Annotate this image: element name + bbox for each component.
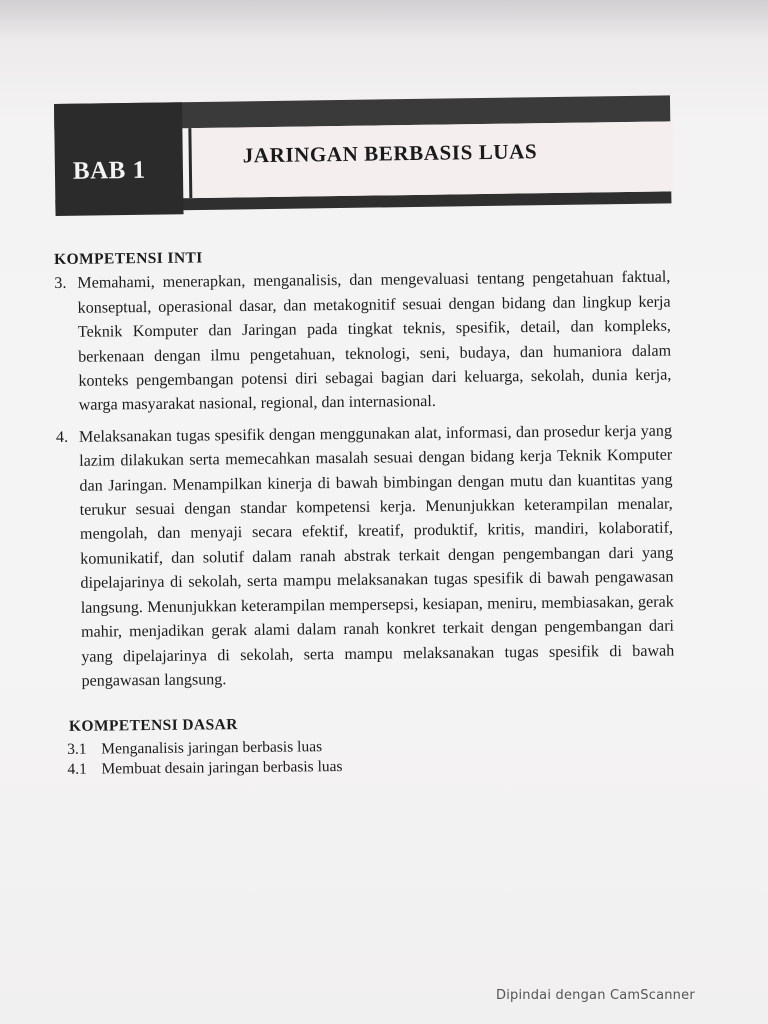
- item-number: 3.1: [67, 740, 87, 758]
- kompetensi-dasar-heading: KOMPETENSI DASAR: [68, 716, 238, 736]
- chapter-title: JARINGAN BERBASIS LUAS: [242, 139, 538, 168]
- kompetensi-dasar-list: [59, 733, 675, 779]
- kompetensi-inti-list: [54, 266, 674, 694]
- scanner-watermark: Dipindai dengan CamScanner: [496, 988, 695, 1003]
- item-number: 4.: [55, 428, 69, 446]
- item-text: Memahami, menerapkan, menganalisis, dan mengevaluasi tentang pengetahuan faktual, konseptual, operasional dasar, dan metakognitif sesuai dengan bidang dan lingkup kerja Teknik Komputer dan Jaringan pada tingkat teknis, spesifik, detail, dan kompleks, berkenaan dengan ilmu pengetahuan, teknologi, seni, budaya, dan humaniora dalam konteks pengembangan potensi diri sebagai bagian dari keluarga, sekolah, dunia kerja, warga masyarakat nasional, regional, dan internasional.: [77, 268, 672, 415]
- item-text: Menganalisis jaringan berbasis luas: [101, 737, 323, 758]
- page-edge-shadow: [0, 0, 768, 40]
- item-text: Membuat desain jaringan berbasis luas: [101, 757, 343, 778]
- item-number: 4.1: [67, 760, 87, 778]
- chapter-label-box: [54, 102, 184, 216]
- kompetensi-inti-item: [56, 419, 675, 694]
- chapter-banner: [54, 95, 672, 220]
- chapter-label: BAB 1: [72, 156, 146, 185]
- item-text: Melaksanakan tugas spesifik dengan menggunakan alat, informasi, dan prosedur kerja yang lazim dilakukan serta memecahkan masalah sesuai dengan bidang kerja Teknik Komputer dan Jaringan. Menampilkan kinerja di bawah bimbingan dengan mutu dan kuantitas yang terukur sesuai dengan standar kompetensi kerja. Menunjukkan keterampilan menalar, mengolah, dan menyaji secara efektif, kreatif, produktif, kritis, mandiri, kolaboratif, komunikatif, dan solutif dalam ranah abstrak terkait dengan pengembangan dari yang dipelajarinya di sekolah, serta mampu melaksanakan tugas spesifik di bawah pengawasan langsung. Menunjukkan keterampilan mempersepsi, kesiapan, meniru, membiasakan, gerak mahir, menjadikan gerak alami dalam ranah konkret terkait dengan pengembangan dari yang dipelajarinya di sekolah, serta mampu melaksanakan tugas spesifik di bawah pengawasan langsung.: [78, 422, 675, 690]
- kompetensi-inti-heading: KOMPETENSI INTI: [54, 249, 203, 268]
- kompetensi-inti-item: [54, 266, 671, 419]
- item-number: 3.: [54, 275, 67, 293]
- page-content: [54, 242, 676, 780]
